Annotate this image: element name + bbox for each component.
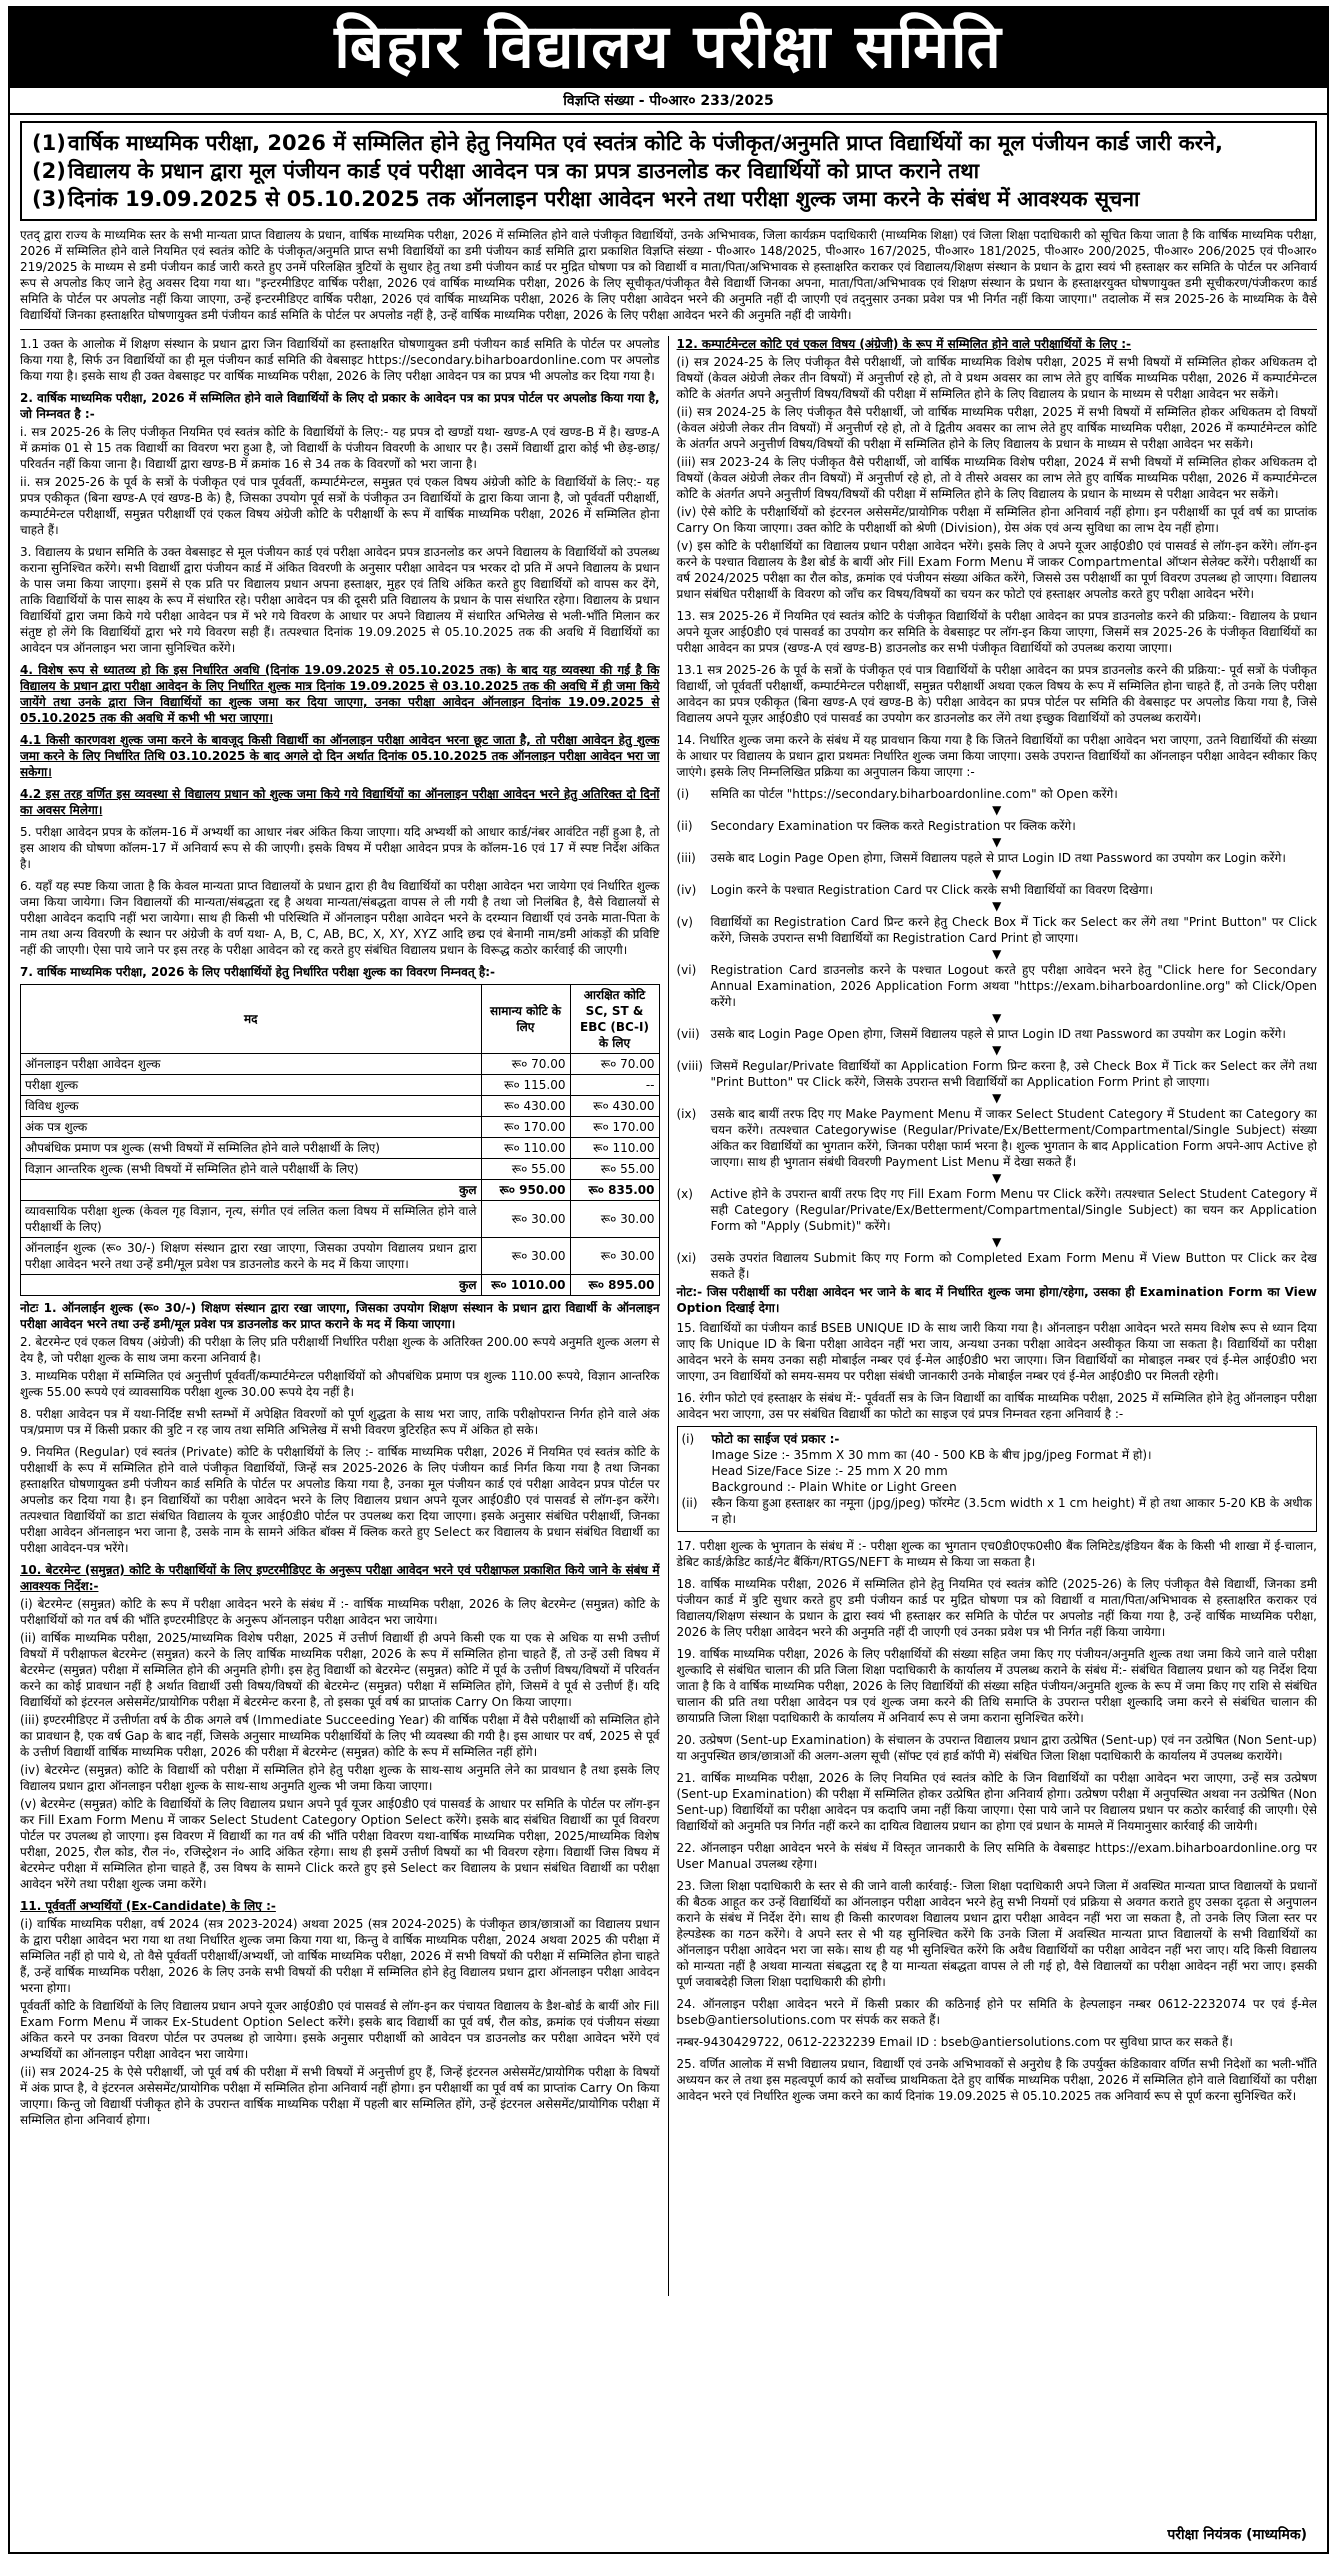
step-item: (xi) उसके उपरांत विद्यालय Submit किए गए Form को Completed Exam Form Menu में View Button पर Click कर देख सकते हैं। bbox=[676, 1251, 1317, 1281]
para-13-1: 13.1 सत्र 2025-26 के पूर्व के सत्रों के पंजीकृत एवं पात्र विद्यार्थियों के परीक्षा आवेदन का प्रपत्र डाउनलोड करने की प्रक्रिया:- पूर्व सत्रों के पंजीकृत विद्यार्थी, जो पूर्ववर्ती परीक्षार्थी, कम्पार्टमेन्टल परीक्षार्थी, समुन्नत परीक्षार्थी अथवा एकल विषय के रूप में सम्मिलित होना चाहते हैं, तो उनके लिए परीक्षा आवेदन का प्रपत्र एकीकृत (बिना खण्ड-A एवं खण्ड-B के) परीक्षा आवेदन का प्रपत्र पोर्टल पर समिति की वेबसाइट पर अपलोड किया गया है, जिसे विद्यालय अपने यूज़र आई0डी0 एवं पासवर्ड का उपयोग कर डाउनलोड कर लेंगे तथा इच्छुक विद्यार्थियों को उपलब्ध करायेंगे। bbox=[676, 663, 1317, 725]
arrow-down-icon: ▼ bbox=[992, 835, 1002, 849]
fee-note-2: 2. बेटरमेन्ट एवं एकल विषय (अंग्रेजी) की परीक्षा के लिए प्रति परीक्षार्थी निर्धारित परीक्षा शुल्क के अतिरिक्त 200.00 रूपये अनुमति शुल्क अलग से देय है, जो परीक्षा शुल्क के साथ जमा करना अनिवार्य है। bbox=[20, 1335, 660, 1365]
para-9: 9. नियमित (Regular) एवं स्वतंत्र (Private) कोटि के परीक्षार्थियों के लिए :- वार्षिक माध्यमिक परीक्षा, 2026 में नियमित एवं स्वतंत्र कोटि के परीक्षार्थी के रूप में सम्मिलित होने वाले पंजीकृत विद्यार्थियों, जिन्हें सत्र 2025-2026 के लिए पंजीयन कार्ड निर्गत किया गया है तथा जिनका हस्ताक्षरित घोषणायुक्त डमी पंजीयन कार्ड समिति के पोर्टल पर अपलोड किया गया है, उनका मूल पंजीयन कार्ड एवं परीक्षा आवेदन प्रपत्र पोर्टल पर अपलोड कर दिया गया है। इन विद्यार्थियों का परीक्षा आवेदन भरने के लिए विद्यालय प्रधान अपने यूजर आई0डी0 एवं पासवर्ड से लॉग-इन करेंगे। तत्पश्चात विद्यार्थियों का डाटा संबंधित विद्यालय के यूजर आई0डी0 पोर्टल पर उपलब्ध करा दिया जाएगा। इसके अनुसार संबंधित परीक्षार्थी, जिनका परीक्षा आवेदन ऑनलाइन भरा जाना है, उसके नाम के सामने अंकित बॉक्स में क्लिक करते हुए Select कर विद्यालय के प्रधान संबंधित विद्यार्थी का परीक्षा आवेदन-पत्र भरेंगे। bbox=[20, 1445, 660, 1555]
para-19: 19. वार्षिक माध्यमिक परीक्षा, 2026 के लिए परीक्षार्थियों की संख्या सहित जमा किए गए पंजीयन/अनुमति शुल्क तथा जमा किये जाने वाले परीक्षा शुल्कादि से संबंधित चालान की प्रति जिला शिक्षा पदाधिकारी के कार्यालय में उपलब्ध कराने के संबंध में:- संबंधित विद्यालय प्रधान को यह निर्देश दिया जाता है कि वे वार्षिक माध्यमिक परीक्षा, 2026 के लिए विद्यार्थियों की संख्या सहित पंजीयन/अनुमति शुल्क के रूप में जमा किए गए राशि से संबंधित चालान की प्रति तथा परीक्षा आवेदन पत्र एवं शुल्क जमा करने की तिथि समाप्ति के उपरान्त परीक्षा शुल्कादि जमा करने से संबंधित चालान की छायाप्रति जिला शिक्षा पदाधिकारी के कार्यालय में अनिवार्य रूप से जमा कराना सुनिश्चित करेंगे। bbox=[676, 1647, 1317, 1725]
step-item: (v) विद्यार्थियों का Registration Card प्रिन्ट करने हेतु Check Box में Tick कर Select कर लेंगे तथा "Print Button" पर Click करेंगे, जिसके उपरान्त सभी विद्यार्थियों का Registration Card Print हो जाएगा। bbox=[676, 915, 1317, 945]
para-13: 13. सत्र 2025-26 में नियमित एवं स्वतंत्र कोटि के पंजीकृत विद्यार्थियों के परीक्षा आवेदन का प्रपत्र डाउनलोड करने की प्रक्रिया:- विद्यालय के प्रधान अपने यूजर आई0डी0 एवं पासवर्ड का उपयोग कर समिति के वेबसाइट पर लॉग-इन किया जाएगा, जिसमें सत्र 2025-26 के पंजीकृत विद्यार्थियों का परीक्षा आवेदन का प्रपत्र (खण्ड-A एवं खण्ड-B) डाउनलोड कर सभी पंजीकृत विद्यार्थियों को उपलब्ध कराया जाएगा। bbox=[676, 609, 1317, 655]
para-3: 3. विद्यालय के प्रधान समिति के उक्त वेबसाइट से मूल पंजीयन कार्ड एवं परीक्षा आवेदन प्रपत्र डाउनलोड कर अपने विद्यालय के विद्यार्थियों को उपलब्ध कराना सुनिश्चित करेंगे। सभी विद्यार्थी द्वारा पंजीयन कार्ड में अंकित विवरणी के अनुसार परीक्षा आवेदन पत्र भरकर दो प्रति में अपने विद्यालय के प्रधान के पास जमा किया जाएगा। इसमें से एक प्रति पर विद्यालय प्रधान अपना हस्ताक्षर, मुहर एवं तिथि अंकित करते हुए विद्यार्थियों को वापस कर देंगे, ताकि विद्यार्थियों के पास साक्ष्य के रूप में संधारित रहे। परीक्षा आवेदन पत्र की दूसरी प्रति विद्यालय के प्रधान के पास संधारित रहेगा। विद्यालय के प्रधान विद्यार्थियों द्वारा जमा किये गये परीक्षा आवेदन पत्र में भरे गये विवरण के आधार पर अपने विद्यालय में संधारित अभिलेख से भली-भाँति मिलान कर संतुष्ट हो लेंगे कि विद्यार्थियों द्वारा भरे गये विवरण सही हैं। तत्पश्चात दिनांक 19.09.2025 से 05.10.2025 तक की अवधि में विद्यार्थियों का आवेदन पत्र ऑनलाइन भरा जाना सुनिश्चित करेंगे। bbox=[20, 545, 660, 655]
fee-row: अंक पत्र शुल्क रू० 170.00 रू० 170.00 bbox=[21, 1117, 660, 1138]
fee-row-online: ऑनलाईन शुल्क (रू० 30/-) शिक्षण संस्थान द्वारा रखा जाएगा, जिसका उपयोग विद्यालय प्रधान द्वारा परीक्षा आवेदन भरने तथा उन्हें डमी/मूल प्रवेश पत्र डाउनलोड करने के मद में किया जाएगा। रू० 30.00 रू० 30.00 bbox=[21, 1238, 660, 1275]
fee-note-3: 3. माध्यमिक परीक्षा में सम्मिलित एवं अनुत्तीर्ण पूर्ववर्ती/कम्पार्टमेन्टल परीक्षार्थियों को औपबंधिक प्रमाण पत्र शुल्क 110.00 रूपये, विज्ञान आन्तरिक शुल्क 55.00 रूपये एवं व्यावसायिक परीक्षा शुल्क 30.00 रूपये देय नहीं है। bbox=[20, 1369, 660, 1399]
para-16: 16. रंगीन फोटो एवं हस्ताक्षर के संबंध में:- पूर्ववर्ती सत्र के जिन विद्यार्थी का वार्षिक माध्यमिक परीक्षा, 2025 में सम्मिलित होने हेतु ऑनलाइन परीक्षा आवेदन भरा जाएगा, उस पर संबंधित विद्यार्थी का फोटो का साइज एवं प्रपत्र निम्नवत रहना अनिवार्य है :- (i) फोटो का साईज एवं प्रकार :- Image Size :- 35mm X 30 mm का (40 - 500 KB के बीच jpg/jpeg Format में हो)। Head Size/Face Size :- 25 mm X 20 mm Background :- Plain White or Light Green (ii) स्कैन किया हुआ हस्ताक्षर का नमूना (jpg/jpeg) फॉरमेट (3.5cm width x 1 cm height) में हो तथा आकार 5-20 KB के अधीक न हो। bbox=[677, 1390, 1318, 1532]
notice-page bbox=[8, 6, 1329, 2554]
arrow-down-icon: ▼ bbox=[992, 1043, 1002, 1057]
para-22: 22. ऑनलाइन परीक्षा आवेदन भरने के संबंध में विस्तृत जानकारी के लिए समिति के वेबसाइट https://exam.biharboardonline.org पर User Manual उपलब्ध रहेगा। bbox=[676, 1841, 1317, 1871]
para-15: 15. विद्यार्थियों का पंजीयन कार्ड BSEB UNIQUE ID के साथ जारी किया गया है। ऑनलाइन परीक्षा आवेदन भरते समय विशेष रूप से ध्यान दिया जाए कि Unique ID के बिना परीक्षा आवेदन नहीं भरा जाय, अन्यथा उनका परीक्षा आवेदन अस्वीकृत किया जा सकता है। विद्यार्थियों का परीक्षा आवेदन भरने के समय उनका सही मोबाईल नम्बर एवं ई-मेल आई0डी0 भरा जाएगा। जिन विद्यार्थियों का मोबाइल नम्बर एवं ई-मेल आई0डी0 भरा जाएगा, उन विद्यार्थियों को समय-समय पर परीक्षा संबंधी जानकारी उनके मोबाईल नम्बर एवं ई-मेल आई0डी0 पर मिलती रहेगी। bbox=[676, 1321, 1317, 1383]
para-1-1: 1.1 उक्त के आलोक में शिक्षण संस्थान के प्रधान द्वारा जिन विद्यार्थियों का हस्ताक्षरित घोषणायुक्त डमी पंजीयन कार्ड समिति के पोर्टल पर अपलोड किया गया है, सिर्फ उन विद्यार्थियों का ही मूल पंजीयन कार्ड समिति की वेबसाइट https://secondary.biharboardonline.com पर अपलोड किया गया है। इसके साथ ही उक्त वेबसाइट पर वार्षिक माध्यमिक परीक्षा, 2026 के लिए परीक्षा आवेदन पत्र का प्रपत्र भी अपलोड कर दिया गया है। bbox=[20, 337, 660, 383]
fee-row: विविध शुल्क रू० 430.00 रू० 430.00 bbox=[21, 1096, 660, 1117]
fee-row-vocational: व्यावसायिक परीक्षा शुल्क (केवल गृह विज्ञान, नृत्य, संगीत एवं ललित कला विषय में सम्मिलित होने वाले परीक्षार्थी के लिए) रू० 30.00 रू० 30.00 bbox=[21, 1201, 660, 1238]
para-24-contact: नम्बर-9430429722, 0612-2232239 Email ID : bseb@antiersolutions.com पर सुविधा प्राप्त कर सकते हैं। bbox=[676, 2035, 1233, 2049]
photo-spec-box: (i) फोटो का साईज एवं प्रकार :- Image Size :- 35mm X 30 mm का (40 - 500 KB के बीच jpg/jpeg Format में हो)। Head Size/Face Size :- 25 mm X 20 mm Background :- Plain White or Light Green (ii) स्कैन किया हुआ हस्ताक्षर का नमूना (jpg/jpeg) फॉरमेट (3.5cm width x 1 cm height) में हो तथा आकार 5-20 KB के अधीक न हो। bbox=[677, 1426, 1318, 1532]
para-4-2: 4.2 इस तरह वर्णित इस व्यवस्था से विद्यालय प्रधान को शुल्क जमा किये गये विद्यार्थियों का ऑनलाइन परीक्षा आवेदन भरने हेतु अतिरिक्त दो दिनों का अवसर मिलेगा। bbox=[20, 787, 660, 817]
arrow-down-icon: ▼ bbox=[992, 1235, 1002, 1249]
left-column bbox=[20, 336, 669, 2296]
arrow-down-icon: ▼ bbox=[992, 947, 1002, 961]
intro-paragraph: एतद् द्वारा राज्य के माध्यमिक स्तर के सभी मान्यता प्राप्त विद्यालय के प्रधान, वार्षिक माध्यमिक परीक्षा, 2026 में सम्मिलित होने वाले पंजीकृत विद्यार्थियों, उनके अभिभावक, जिला कार्यक्रम पदाधिकारी (माध्यमिक शिक्षा) एवं जिला शिक्षा पदाधिकारी को सूचित किया जाता है कि वार्षिक माध्यमिक परीक्षा, 2026 में सम्मिलित होने वाले नियमित एवं स्वतंत्र कोटि के पंजीकृत/अनुमति प्राप्त सभी विद्यार्थियों का डमी पंजीयन कार्ड समिति द्वारा प्रकाशित विज्ञप्ति संख्या - पी०आर० 148/2025, पी०आर० 167/2025, पी०आर० 181/2025, पी०आर० 200/2025, पी०आर० 206/2025 एवं पी०आर० 219/2025 के माध्यम से डमी पंजीयन कार्ड जारी करते हुए उनमें परिलक्षित त्रुटियों के सुधार हेतु तथा डमी पंजीयन कार्ड पर मुद्रित घोषणा पत्र को विद्यार्थी व माता/पिता/अभिभावक से हस्ताक्षरित कराकर एवं विद्यालय/शिक्षण संस्थान के प्रधान के द्वारा स्वयं भी हस्ताक्षर कर समिति के पोर्टल पर अनिवार्य रूप से अपलोड किए जाने हेतु अवसर दिया गया था। "इन्टरमीडिएट वार्षिक परीक्षा, 2026 एवं वार्षिक माध्यमिक परीक्षा, 2026 के लिए सूचीकृत/पंजीकृत वैसे विद्यार्थी जिनका अपना, माता/पिता/अभिभावक एवं शिक्षण संस्थान के प्रधान के हस्ताक्षरयुक्त घोषणायुक्त डमी सूचीकरण/पंजीकरण कार्ड समिति के पोर्टल पर अपलोड नहीं किया जाएगा, उन्हें इन्टरमीडिएट वार्षिक परीक्षा, 2026 एवं वार्षिक माध्यमिक परीक्षा, 2026 के लिए परीक्षा आवेदन भरने की अनुमति नहीं दी जाएगी एवं तद्नुसार उनका प्रवेश पत्र भी निर्गत नहीं किया जाएगा।" तदालोक में सत्र 2025-26 के माध्यमिक के वैसे विद्यार्थियों जिनका हस्ताक्षरित घोषणायुक्त डमी पंजीयन कार्ड समिति के पोर्टल पर अपलोड नहीं है, उन्हें वार्षिक माध्यमिक परीक्षा, 2026 के लिए परीक्षा आवेदन भरने की अनुमति नहीं दी जायेगी। bbox=[20, 227, 1317, 330]
para-18: 18. वार्षिक माध्यमिक परीक्षा, 2026 में सम्मिलित होने हेतु नियमित एवं स्वतंत्र कोटि (2025-26) के लिए पंजीकृत वैसे विद्यार्थी, जिनका डमी पंजीयन कार्ड में त्रुटि सुधार करते हुए डमी पंजीयन कार्ड पर मुद्रित घोषणा पत्र को विद्यार्थी व माता/पिता/अभिभावक से हस्ताक्षरित कराकर एवं विद्यालय/शिक्षण संस्थान के प्रधान के द्वारा स्वयं भी हस्ताक्षर कर समिति के पोर्टल पर अपलोड नहीं किया गया है, उन्हें वार्षिक माध्यमिक परीक्षा, 2026 के लिए परीक्षा आवेदन भरने की अनुमति नहीं दी जाएगी एवं उनका प्रवेश पत्र भी निर्गत नहीं किया जायेगा। bbox=[676, 1577, 1317, 1639]
para-17: 17. परीक्षा शुल्क के भुगतान के संबंध में :- परीक्षा शुल्क का भुगतान एच0डी0एफ0सी0 बैंक लिमिटेड/इंडियन बैंक के किसी भी शाखा में ई-चालान, डेबिट कार्ड/क्रेडिट कार्ड/नेट बैंकिंग/RTGS/NEFT के माध्यम से किया जा सकता है। bbox=[676, 1539, 1317, 1569]
para-20: 20. उत्प्रेषण (Sent-up Examination) के संचालन के उपरान्त विद्यालय प्रधान द्वारा उत्प्रेषित (Sent-up) एवं नन उत्प्रेषित (Non Sent-up) या अनुपस्थित छात्र/छात्राओं की अलग-अलग सूची (सॉफ्ट एवं हार्ड कॉपी में) संबंधित जिला शिक्षा पदाधिकारी के कार्यालय में उपलब्ध करायेंगे। bbox=[676, 1733, 1317, 1763]
step-item: (i) समिति का पोर्टल "https://secondary.biharboardonline.com" को Open करेंगे। bbox=[676, 787, 1118, 801]
fee-header-row: मद सामान्य कोटि के लिए आरक्षित कोटि SC, ST & EBC (BC-I) के लिए bbox=[21, 985, 660, 1054]
step-item: (x) Active होने के उपरान्त बायीं तरफ दिए गए Fill Exam Form Menu पर Click करेंगे। तत्पश्चात Select Student Category में सही Category (Regular/Private/Ex/Betterment/Compartmental/Single Subject) का चयन कर Application Form को "Apply (Submit)" करेंगे। bbox=[676, 1187, 1317, 1233]
para-8: 8. परीक्षा आवेदन पत्र में यथा-निर्दिष्ट सभी स्तम्भों में अपेक्षित विवरणों को पूर्ण शुद्धता के साथ भरा जाए, ताकि परीक्षोपरान्त निर्गत होने वाले अंक पत्र/प्रमाण पत्र में किसी प्रकार की त्रुटि न रह जाय तथा समिति अभिलेख में सभी विवरण त्रुटिरहित रूप में अंकित हो सके। bbox=[20, 1407, 660, 1437]
signature-controller: परीक्षा नियंत्रक (माध्यमिक) bbox=[1167, 2527, 1307, 2543]
headline-1: (1) वार्षिक माध्यमिक परीक्षा, 2026 में सम्मिलित होने हेतु नियमित एवं स्वतंत्र कोटि के पंजीकृत/अनुमति प्राप्त विद्यार्थियों का मूल पंजीयन कार्ड जारी करने, bbox=[32, 131, 1223, 155]
fee-note-1: नोटः 1. ऑनलाईन शुल्क (रू० 30/-) शिक्षण संस्थान द्वारा रखा जाएगा, जिसका उपयोग शिक्षण संस्थान के प्रधान द्वारा विद्यार्थी के ऑनलाइन परीक्षा आवेदन भरने तथा उन्हें डमी/मूल प्रवेश पत्र डाउनलोड कर प्राप्त कराने के मद में किया जाएगा। bbox=[20, 1301, 660, 1331]
para-6: 6. यहाँ यह स्पष्ट किया जाता है कि केवल मान्यता प्राप्त विद्यालयों के प्रधान द्वारा ही वैध विद्यार्थियों का परीक्षा आवेदन भरा जायेगा एवं निर्धारित शुल्क जमा किया जायेगा। जिन विद्यालयों की मान्यता/संबद्धता रद्द है अथवा मान्यता/संबद्धता वापस ले ली गयी है तथा जो निलंबित है, वैसे विद्यालयों से परीक्षा आवेदन कदापि नहीं भरा जायेगा। साथ ही किसी भी परिस्थिति में ऑनलाइन परीक्षा आवेदन भरने के दरम्यान विद्यार्थी एवं उनके माता-पिता के नाम तथा अन्य विवरणी के स्थान पर अंग्रेजी के वर्ण यथा- A, B, C, AB, BC, X, XY, XYZ आदि छद्म एवं बेनामी नाम/डमी आंकड़ों की प्रविष्टि नहीं की जाएगी। ऐसा पाये जाने पर इस तरह के परीक्षा आवेदन को रद्द करते हुए संबंधित विद्यालय प्रधान के विरूद्ध कठोर कार्रवाई की जाएगी। bbox=[20, 879, 660, 957]
para-7-fee: 7. वार्षिक माध्यमिक परीक्षा, 2026 के लिए परीक्षार्थियों हेतु निर्धारित परीक्षा शुल्क का विवरण निम्नवत् है:- मद सामान्य कोटि के लिए आरक्षित कोटि SC, ST & EBC (BC-I) के लिए ऑनलाइन परीक्षा आवेदन शुल्क रू० 70.00 रू० 70.00 परीक्षा शुल्क रू० 115.00 -- विविध शुल्क रू० 430.00 रू० 430.00 अंक पत्र शुल्क रू० 170.00 रू० 170.00 औपबंधिक प्रमाण पत्र शुल्क (सभी विषयों में सम्मिलित होने वाले परीक्षार्थी के लिए) रू० 110.00 रू० 110.00 विज्ञान आन्तरिक शुल्क (सभी विषयों में सम्मिलित होने वाले परीक्षार्थी के लिए) रू० 55.00 रू० 55.00 कुल रू० 950.00 रू० 835.00 व्यावसायिक परीक्षा शुल्क (केवल गृह विज्ञान, नृत्य, संगीत एवं ललित कला विषय में सम्मिलित होने वाले परीक्षार्थी के लिए) रू० 30.00 रू० 30.00 ऑनलाईन शुल्क (रू० 30/-) शिक्षण संस्थान द्वारा रखा जाएगा, जिसका उपयोग विद्यालय प्रधान द्वारा परीक्षा आवेदन भरने तथा उन्हें डमी/मूल प्रवेश पत्र डाउनलोड करने के मद में किया जाएगा। रू० 30.00 रू० 30.00 कुल रू० 1010.00 रू० 895.00 नोटः 1. ऑनलाईन शुल्क (रू० 30/-) शिक्षण संस्थान द्वारा रखा जाएगा, जिसका उपयोग शिक्षण संस्थान के प्रधान द्वारा विद्यार्थी के ऑनलाइन परीक्षा आवेदन भरने तथा उन्हें डमी/मूल प्रवेश पत्र डाउनलोड कर प्राप्त कराने के मद में किया जाएगा। 2. बेटरमेन्ट एवं एकल विषय (अंग्रेजी) की परीक्षा के लिए प्रति परीक्षार्थी निर्धारित परीक्षा शुल्क के अतिरिक्त 200.00 रूपये अनुमति शुल्क अलग से देय है, जो परीक्षा शुल्क के साथ जमा करना अनिवार्य है। 3. माध्यमिक परीक्षा में सम्मिलित एवं अनुत्तीर्ण पूर्ववर्ती/कम्पार्टमेन्टल परीक्षार्थियों को औपबंधिक प्रमाण पत्र शुल्क 110.00 रूपये, विज्ञान आन्तरिक शुल्क 55.00 रूपये एवं व्यावसायिक परीक्षा शुल्क 30.00 रूपये देय नहीं है। bbox=[20, 965, 660, 1399]
para-12: 12. कम्पार्टमेन्टल कोटि एवं एकल विषय (अंग्रेजी) के रूप में सम्मिलित होने वाले परीक्षार्थियों के लिए :- (i) सत्र 2024-25 के लिए पंजीकृत वैसे परीक्षार्थी, जो वार्षिक माध्यमिक विशेष परीक्षा, 2025 में सभी विषयों में सम्मिलित होकर अधिकतम दो विषयों (केवल अंग्रेजी लेकर तीन विषयों) में अनुत्तीर्ण रहे हो, तो वे प्रथम अवसर का लाभ लेते हुए वार्षिक माध्यमिक परीक्षा, 2026 में कम्पार्टमेन्टल कोटि के अंतर्गत अपने अनुत्तीर्ण विषय/विषयों की परीक्षा में सम्मिलित होने के लिए विद्यालय के प्रधान के माध्यम से परीक्षा आवेदन भर सकेंगे। (ii) सत्र 2024-25 के लिए पंजीकृत वैसे परीक्षार्थी, जो वार्षिक माध्यमिक परीक्षा, 2025 में सभी विषयों में सम्मिलित होकर अधिकतम दो विषयों (केवल अंग्रेजी लेकर तीन विषयों) में अनुत्तीर्ण रहे हो, तो वे द्वितीय अवसर का लाभ लेते हुए वार्षिक माध्यमिक परीक्षा, 2026 में कम्पार्टमेन्टल कोटि के अंतर्गत अपने अनुत्तीर्ण विषय/विषयों की परीक्षा में सम्मिलित होने के लिए विद्यालय के प्रधान के माध्यम से परीक्षा आवेदन भर सकेंगे। (iii) सत्र 2023-24 के लिए पंजीकृत वैसे परीक्षार्थी, जो वार्षिक माध्यमिक विशेष परीक्षा, 2024 में सभी विषयों में सम्मिलित होकर अधिकतम दो विषयों (केवल अंग्रेजी लेकर तीन विषयों) में अनुत्तीर्ण रहे हो, तो वे तीसरे अवसर का लाभ लेते हुए वार्षिक माध्यमिक परीक्षा, 2026 में कम्पार्टमेन्टल कोटि के अंतर्गत अपने अनुत्तीर्ण विषय/विषयों की परीक्षा में सम्मिलित होने के लिए विद्यालय के प्रधान के माध्यम से परीक्षा आवेदन भर सकेंगे। (iv) ऐसे कोटि के परीक्षार्थियों को इंटरनल असेसमेंट/प्रायोगिक परीक्षा में सम्मिलित होना अनिवार्य नहीं होगा। इन परीक्षार्थी का पूर्व वर्ष का प्राप्तांक Carry On किया जाएगा। उक्त कोटि के परीक्षार्थी को श्रेणी (Division), ग्रेस अंक एवं अन्य सुविधा का लाभ देय नहीं होगा। (v) इस कोटि के परीक्षार्थियों का विद्यालय प्रधान परीक्षा आवेदन भरेंगे। इसके लिए वे अपने यूजर आई0डी0 एवं पासवर्ड से लॉग-इन करेंगे। लॉग-इन करने के पश्चात विद्यालय के डैश बोर्ड के बायीं ओर Fill Exam Form Menu में जाकर Compartmental ऑप्शन सेलेक्ट करेंगे। परीक्षार्थी का वर्ष 2024/2025 परीक्षा का रौल कोड, क्रमांक एवं पंजीयन संख्या अंकित करेंगे, जिससे उस परीक्षार्थी का पूर्ण विवरण उपलब्ध हो जाएगा। विद्यालय प्रधान संबंधित परीक्षार्थी के विवरण को जाँच कर विषय/विषयों का चयन कर फोटो एवं हस्ताक्षर अपलोड करते हुए परीक्षा आवेदन भरेंगे। bbox=[676, 337, 1317, 601]
step-item: (viii) जिसमें Regular/Private विद्यार्थियों का Application Form प्रिन्ट करना है, उसे Check Box में Tick कर Select कर लेंगे तथा "Print Button" पर Click करेंगे, जिसके उपरान्त सभी विद्यार्थियों का Application Form Print हो जाएगा। bbox=[676, 1059, 1317, 1089]
para-11: 11. पूर्ववर्ती अभ्यर्थियों (Ex-Candidate) के लिए :- (i) वार्षिक माध्यमिक परीक्षा, वर्ष 2024 (सत्र 2023-2024) अथवा 2025 (सत्र 2024-2025) के पंजीकृत छात्र/छात्राओं का विद्यालय प्रधान के द्वारा परीक्षा आवेदन भरा गया था तथा निर्धारित शुल्क जमा किया गया था, किन्तु वे वार्षिक माध्यमिक परीक्षा, 2024 अथवा 2025 की परीक्षा में सम्मिलित नहीं हो पाये थे, तो वैसे पूर्ववर्ती परीक्षार्थी/अभ्यर्थी, जो वार्षिक माध्यमिक परीक्षा, 2026 में सभी विषयों की परीक्षा में सम्मिलित होना चाहते हैं, उन्हें वार्षिक माध्यमिक परीक्षा, 2026 के लिए उनके सभी विषयों की परीक्षा में सम्मिलित होने हेतु विद्यालय प्रधान द्वारा ऑनलाइन परीक्षा आवेदन भरना होगा। पूर्ववर्ती कोटि के विद्यार्थियों के लिए विद्यालय प्रधान अपने यूजर आई0डी0 एवं पासवर्ड से लॉग-इन कर पंचायत विद्यालय के डैश-बोर्ड के बायीं ओर Fill Exam Form Menu में जाकर Ex-Student Option Select करेंगे। इसके बाद विद्यार्थी का पूर्व वर्ष, रौल कोड, क्रमांक एवं पंजीयन संख्या अंकित करने पर उनका विवरण पोर्टल पर उपलब्ध हो जायेगा। इसके अनुसार परीक्षार्थी को आवेदन पत्र डाउनलोड कर परीक्षा आवेदन भरेंगे एवं अभ्यर्थियों का ऑनलाइन परीक्षा आवेदन भरा जायेगा। (ii) सत्र 2024-25 के ऐसे परीक्षार्थी, जो पूर्व वर्ष की परीक्षा में सभी विषयों में अनुत्तीर्ण हुए हैं, जिन्हें इंटरनल असेसमेंट/प्रायोगिक परीक्षा के विषयों में अंक प्राप्त है, वे इंटरनल असेसमेंट/प्रायोगिक परीक्षा में सम्मिलित होना अनिवार्य नहीं होगा। इन परीक्षार्थी का पूर्व वर्ष का प्राप्तांक Carry On किया जाएगा। किन्तु जो विद्यार्थी पंजीकृत होने के उपरान्त वार्षिक माध्यमिक परीक्षा में पहली बार सम्मिलित होंगे, उन्हें इंटरनल असेसमेंट/प्रायोगिक परीक्षा में सम्मिलित होना अनिवार्य होगा। bbox=[20, 1899, 660, 2127]
fee-row: औपबंधिक प्रमाण पत्र शुल्क (सभी विषयों में सम्मिलित होने वाले परीक्षार्थी के लिए) रू० 110.00 रू० 110.00 bbox=[21, 1138, 660, 1159]
step-item: (vi) Registration Card डाउनलोड करने के पश्चात Logout करते हुए परीक्षा आवेदन भरने हेतु "Click here for Secondary Annual Examination, 2026 Application Form अथवा "https://exam.biharboardonline.org" को Click/Open करेंगे। bbox=[676, 963, 1317, 1009]
arrow-down-icon: ▼ bbox=[992, 1091, 1002, 1105]
para-10: 10. बेटरमेन्ट (समुन्नत) कोटि के परीक्षार्थियों के लिए इण्टरमीडिएट के अनुरूप परीक्षा आवेदन भरने एवं परीक्षाफल प्रकाशित किये जाने के संबंध में आवश्यक निर्देश:- (i) बेटरमेन्ट (समुन्नत) कोटि के रूप में परीक्षा आवेदन भरने के संबंध में :- वार्षिक माध्यमिक परीक्षा, 2026 के लिए बेटरमेन्ट (समुन्नत) कोटि के परीक्षार्थियों को गत वर्ष की भाँति इण्टरमीडिएट के अनुरूप ऑनलाइन परीक्षा आवेदन भरा जायेगा। (ii) वार्षिक माध्यमिक परीक्षा, 2025/माध्यमिक विशेष परीक्षा, 2025 में उत्तीर्ण विद्यार्थी ही अपने किसी एक या एक से अधिक या सभी उत्तीर्ण विषयों में परीक्षाफल बेटरमेन्ट (समुन्नत) करने के लिए वार्षिक माध्यमिक परीक्षा, 2026 के रूप में सम्मिलित होना चाहते हैं, तो उन्हें उसी विषय में बेटरमेन्ट (समुन्नत) परीक्षा में सम्मिलित होने की अनुमति होगी। इस हेतु विद्यार्थी को बेटरमेन्ट (समुन्नत) कोटि में पूर्व के उत्तीर्ण विषय/विषयों में परिवर्तन करने का कोई प्रावधान नहीं है अर्थात विद्यार्थी उसी विषय/विषयों की बेटरमेन्ट (समुन्नत) परीक्षा में सम्मिलित होंगे, जिसमें वे पूर्व से उत्तीर्ण हैं। यदि विद्यार्थियों को इंटरनल असेसमेंट/प्रायोगिक परीक्षा में बेटरमेन्ट करना है, तो इसका पूर्व वर्ष का प्राप्तांक Carry On किया जाएगा। (iii) इण्टरमीडिएट में उत्तीर्णता वर्ष के ठीक अगले वर्ष (Immediate Succeeding Year) की वार्षिक परीक्षा में वैसे परीक्षार्थी को सम्मिलित होने का प्रावधान है, एक वर्ष Gap के बाद नहीं, जिसके अनुसार माध्यमिक परीक्षार्थियों के लिए भी व्यवस्था की गयी है। इस आधार पर वर्ष, 2025 से पूर्व के उत्तीर्ण विद्यार्थी वार्षिक माध्यमिक परीक्षा, 2026 की परीक्षा में बेटरमेन्ट (समुन्नत) कोटि के रूप में सम्मिलित नहीं होंगे। (iv) बेटरमेन्ट (समुन्नत) कोटि के विद्यार्थी को परीक्षा में सम्मिलित होने हेतु परीक्षा शुल्क के साथ-साथ अनुमति लेने का प्रावधान है तथा इसके लिए विद्यालय प्रधान द्वारा ऑनलाइन परीक्षा शुल्क के साथ-साथ अनुमति शुल्क भी जमा किया जाएगा। (v) बेटरमेन्ट (समुन्नत) कोटि के विद्यार्थियों के लिए विद्यालय प्रधान अपने पूर्व यूजर आई0डी0 एवं पासवर्ड के आधार पर समिति के पोर्टल पर लॉग-इन कर Fill Exam Form Menu में जाकर Select Student Category Option Select करेंगे। इसके बाद संबंधित विद्यार्थी का पूर्व विवरण पोर्टल पर उपलब्ध हो जाएगा। इस विवरण में विद्यार्थी का गत वर्ष की भाँति परीक्षा विवरण यथा-वार्षिक माध्यमिक परीक्षा, 2025/माध्यमिक विशेष परीक्षा, 2025, रौल कोड, रौल नं०, रजिस्ट्रेशन नं० आदि अंकित रहेगा। साथ ही इसमें उत्तीर्ण विषयों का भी विवरण रहेगा। विद्यार्थी जिस विषय में बेटरमेन्ट परीक्षा में सम्मिलित होना चाहते हैं, उस विषय के सामने Click करते हुए इसे Select कर विद्यालय के प्रधान संबंधित विद्यार्थी का परीक्षा आवेदन भरेंगे तथा परीक्षा शुल्क जमा करेंगे। bbox=[20, 1563, 660, 1891]
arrow-down-icon: ▼ bbox=[992, 1011, 1002, 1025]
board-masthead: बिहार विद्यालय परीक्षा समिति bbox=[10, 8, 1327, 88]
para-24: 24. ऑनलाइन परीक्षा आवेदन भरने में किसी प्रकार की कठिनाई होने पर समिति के हेल्पलाइन नम्बर 0612-2232074 पर एवं ई-मेल bseb@antiersolutions.com पर संपर्क कर सकते हैं। bbox=[676, 1997, 1317, 2027]
para-23: 23. जिला शिक्षा पदाधिकारी के स्तर से की जाने वाली कार्रवाई:- जिला शिक्षा पदाधिकारी अपने जिला में अवस्थित मान्यता प्राप्त विद्यालयों के प्रधानों की बैठक आहूत कर उन्हें विद्यार्थियों का ऑनलाइन परीक्षा आवेदन भरने हेतु सभी नियमों एवं प्रक्रिया से अवगत कराते हुए उसका दृढ़ता से अनुपालन कराने के संबंध में निर्देश देंगे। साथ ही किसी कारणवश विद्यालय प्रधान द्वारा परीक्षा आवेदन नहीं भरा जा सकता है, तो उनके लिए जिला स्तर पर हेल्पडेस्क का गठन करेंगे। वे अपने स्तर से भी यह सुनिश्चित करेंगे कि उनके जिला में अवस्थित मान्यता प्राप्त विद्यालयों के सभी विद्यार्थियों का ऑनलाइन परीक्षा आवेदन भरा जा सके। साथ ही यह भी सुनिश्चित करेंगे कि अवैध विद्यार्थियों का परीक्षा आवेदन नहीं भरा जाए। यदि किसी विद्यालय को मान्यता नहीं है अथवा मान्यता संबद्धता रद्द है या मान्यता संबद्धता वापस ले ली गई हो, वैसे विद्यालयों का परीक्षा आवेदन नहीं भरा जाए। इसकी पूर्ण जवाबदेही जिला शिक्षा पदाधिकारी की होगी। bbox=[676, 1879, 1317, 1989]
para-21: 21. वार्षिक माध्यमिक परीक्षा, 2026 के लिए नियमित एवं स्वतंत्र कोटि के जिन विद्यार्थियों का परीक्षा आवेदन भरा जाएगा, उन्हें सत्र उत्प्रेषण (Sent-up Examination) की परीक्षा में सम्मिलित होकर उत्प्रेषित होना अनिवार्य होगा। उत्प्रेषण परीक्षा में अनुपस्थित अथवा नन उत्प्रेषित (Non Sent-up) विद्यार्थियों का परीक्षा आवेदन पत्र कदापि जमा नहीं किया जाएगा। ऐसा पाये जाने पर विद्यालय प्रधान पर कठोर कार्रवाई की जाएगी। ऐसे विद्यार्थियों को अनुमति पत्र निर्गत नहीं करने का दायित्व विद्यालय प्रधान का होगा एवं प्रधान के मामले में नियमानुसार कार्रवाई की जायेगी। bbox=[676, 1771, 1317, 1833]
notice-number: विज्ञप्ति संख्या - पी०आर० 233/2025 bbox=[10, 88, 1327, 115]
fee-subtotal-row: कुल रू० 950.00 रू० 835.00 bbox=[21, 1180, 660, 1201]
steps-note: नोट:- जिस परीक्षार्थी का परीक्षा आवेदन भर जाने के बाद में निर्धारित शुल्क जमा होगा/रहेगा, उसका ही Examination Form का View Option दिखाई देगा। bbox=[676, 1285, 1317, 1315]
two-column-body bbox=[20, 336, 1317, 2296]
fee-row: विज्ञान आन्तरिक शुल्क (सभी विषयों में सम्मिलित होने वाले परीक्षार्थी के लिए) रू० 55.00 रू० 55.00 bbox=[21, 1159, 660, 1180]
fee-row: परीक्षा शुल्क रू० 115.00 -- bbox=[21, 1075, 660, 1096]
para-4-1: 4.1 किसी कारणवश शुल्क जमा करने के बावजूद किसी विद्यार्थी का ऑनलाइन परीक्षा आवेदन भरना छूट जाता है, तो परीक्षा आवेदन हेतु शुल्क जमा करने के लिए निर्धारित तिथि 03.10.2025 के बाद अगले दो दिन अर्थात दिनांक 05.10.2025 तक ऑनलाइन परीक्षा आवेदन भरा जा सकेगा। bbox=[20, 733, 660, 779]
fee-row: ऑनलाइन परीक्षा आवेदन शुल्क रू० 70.00 रू० 70.00 bbox=[21, 1054, 660, 1075]
payment-steps bbox=[677, 786, 1318, 1316]
step-item: (iv) Login करने के पश्चात Registration Card पर Click करके सभी विद्यार्थियों का विवरण दिखेगा। bbox=[676, 883, 1154, 897]
para-4: 4. विशेष रूप से ध्यातव्य हो कि इस निर्धारित अवधि (दिनांक 19.09.2025 से 05.10.2025 तक) के बाद यह व्यवस्था की गई है कि विद्यालय के प्रधान द्वारा परीक्षा आवेदन के लिए निर्धारित शुल्क मात्र दिनांक 19.09.2025 से 03.10.2025 तक की अवधि में ही जमा किये जायेंगे तथा उनके द्वारा जिन विद्यार्थियों का शुल्क जमा कर दिया जाएगा, उनका परीक्षा आवेदन ऑनलाइन दिनांक 19.09.2025 से 05.10.2025 तक की अवधि में कभी भी भरा जाएगा। bbox=[20, 663, 660, 725]
fee-total-row: कुल रू० 1010.00 रू० 895.00 bbox=[21, 1275, 660, 1296]
para-25: 25. वर्णित आलोक में सभी विद्यालय प्रधान, विद्यार्थी एवं उनके अभिभावकों से अनुरोध है कि उपर्युक्त कंडिकावार वर्णित सभी निदेशों का भली-भाँति अध्ययन कर ले तथा इस महत्वपूर्ण कार्य को सर्वोच्च प्राथमिकता देते हुए वार्षिक माध्यमिक परीक्षा, 2026 में सम्मिलित होने वाले विद्यार्थियों का परीक्षा आवेदन भरने एवं निर्धारित शुल्क जमा करने का कार्य दिनांक 19.09.2025 से 05.10.2025 तक अनिवार्य रूप से पूर्ण करना सुनिश्चित करें। bbox=[676, 2057, 1317, 2103]
step-item: (ii) Secondary Examination पर क्लिक करते Registration पर क्लिक करेंगे। bbox=[676, 819, 1076, 833]
arrow-down-icon: ▼ bbox=[992, 899, 1002, 913]
arrow-down-icon: ▼ bbox=[992, 803, 1002, 817]
arrow-down-icon: ▼ bbox=[992, 867, 1002, 881]
step-item: (iii) उसके बाद Login Page Open होगा, जिसमें विद्यालय पहले से प्राप्त Login ID तथा Password का उपयोग कर Login करेंगे। bbox=[676, 851, 1286, 865]
para-2: 2. वार्षिक माध्यमिक परीक्षा, 2026 में सम्मिलित होने वाले विद्यार्थियों के लिए दो प्रकार के आवेदन पत्र का प्रपत्र पोर्टल पर अपलोड किया गया है, जो निम्नवत है :- i. सत्र 2025-26 के लिए पंजीकृत नियमित एवं स्वतंत्र कोटि के विद्यार्थियों के लिए:- यह प्रपत्र दो खण्डों यथा- खण्ड-A एवं खण्ड-B में है। खण्ड-A में क्रमांक 01 से 15 तक विद्यार्थी का विवरण भरा हुआ है, जो विद्यार्थी के पंजीयन विवरणी के आधार पर है। उसमें विद्यार्थी द्वारा कोई भी छेड़-छाड़/परिवर्तन नहीं किया जाना है। विद्यार्थी द्वारा खण्ड-B में क्रमांक 16 से 34 तक के विवरणों को भरा जाना है। ii. सत्र 2025-26 के पूर्व के सत्रों के पंजीकृत एवं पात्र पूर्ववर्ती, कम्पार्टमेन्टल, समुन्नत एवं एकल विषय अंग्रेजी कोटि के विद्यार्थियों के लिए:- यह प्रपत्र एकीकृत (बिना खण्ड-A एवं खण्ड-B के) है, जिसका उपयोग पूर्व सत्रों के पंजीकृत उन विद्यार्थियों के द्वारा किया जाना है, जो पूर्ववर्ती परीक्षार्थी, कम्पार्टमेन्टल परीक्षार्थी, समुन्नत परीक्षार्थी एवं एकल विषय अंग्रेजी कोटि के परीक्षार्थी के रूप में वार्षिक माध्यमिक परीक्षा, 2026 में सम्मिलित होना चाहते हैं। bbox=[20, 391, 660, 537]
headline-box bbox=[20, 121, 1317, 221]
step-item: (ix) उसके बाद बायीं तरफ दिए गए Make Payment Menu में जाकर Select Student Category में Student का Category का चयन करेंगे। तत्पश्चात Categorywise (Regular/Private/Ex/Betterment/Compartmental/Single Subject) संख्या अंकित कर विद्यार्थियों का भुगतान करेंगे, जिनका परीक्षा फार्म भरना है। शुल्क भुगतान के बाद Application Form अपने-आप Active हो जाएगा। साथ ही भुगतान संबंधी विवरणी Payment List Menu में देखा सकते हैं। bbox=[676, 1107, 1317, 1169]
para-14: 14. निर्धारित शुल्क जमा करने के संबंध में यह प्रावधान किया गया है कि जितने विद्यार्थियों का परीक्षा आवेदन भरा जाएगा, उतने विद्यार्थियों की संख्या के आधार पर विद्यालय के प्रधान द्वारा प्रथमतः निर्धारित शुल्क जमा किया जाएगा। उसके उपरान्त विद्यार्थियों का ऑनलाइन परीक्षा आवेदन स्वीकार किए जाएंगे। इसके लिए निम्नलिखित प्रक्रिया का अनुपालन किया जाएगा :- bbox=[676, 733, 1317, 779]
para-5: 5. परीक्षा आवेदन प्रपत्र के कॉलम-16 में अभ्यर्थी का आधार नंबर अंकित किया जाएगा। यदि अभ्यर्थी को आधार कार्ड/नंबर आवंटित नहीं हुआ है, तो इस आशय की घोषणा कॉलम-17 में अनिवार्य रूप से की जाएगी। इसके विषय में परीक्षा आवेदन प्रपत्र के कॉलम-16 एवं 17 में स्पष्ट निर्देश अंकित है। bbox=[20, 825, 660, 871]
headline-2: (2) विद्यालय के प्रधान द्वारा मूल पंजीयन कार्ड एवं परीक्षा आवेदन पत्र का प्रपत्र डाउनलोड कर विद्यार्थियों को प्राप्त कराने तथा bbox=[32, 159, 980, 183]
headline-3: (3) दिनांक 19.09.2025 से 05.10.2025 तक ऑनलाइन परीक्षा आवेदन भरने तथा परीक्षा शुल्क जमा करने के संबंध में आवश्यक सूचना bbox=[32, 187, 1140, 211]
right-column bbox=[669, 336, 1318, 2296]
step-item: (vii) उसके बाद Login Page Open होगा, जिसमें विद्यालय पहले से प्राप्त Login ID तथा Password का उपयोग कर Login करेंगे। bbox=[676, 1027, 1286, 1041]
arrow-down-icon: ▼ bbox=[992, 1171, 1002, 1185]
fee-table bbox=[20, 984, 660, 1296]
